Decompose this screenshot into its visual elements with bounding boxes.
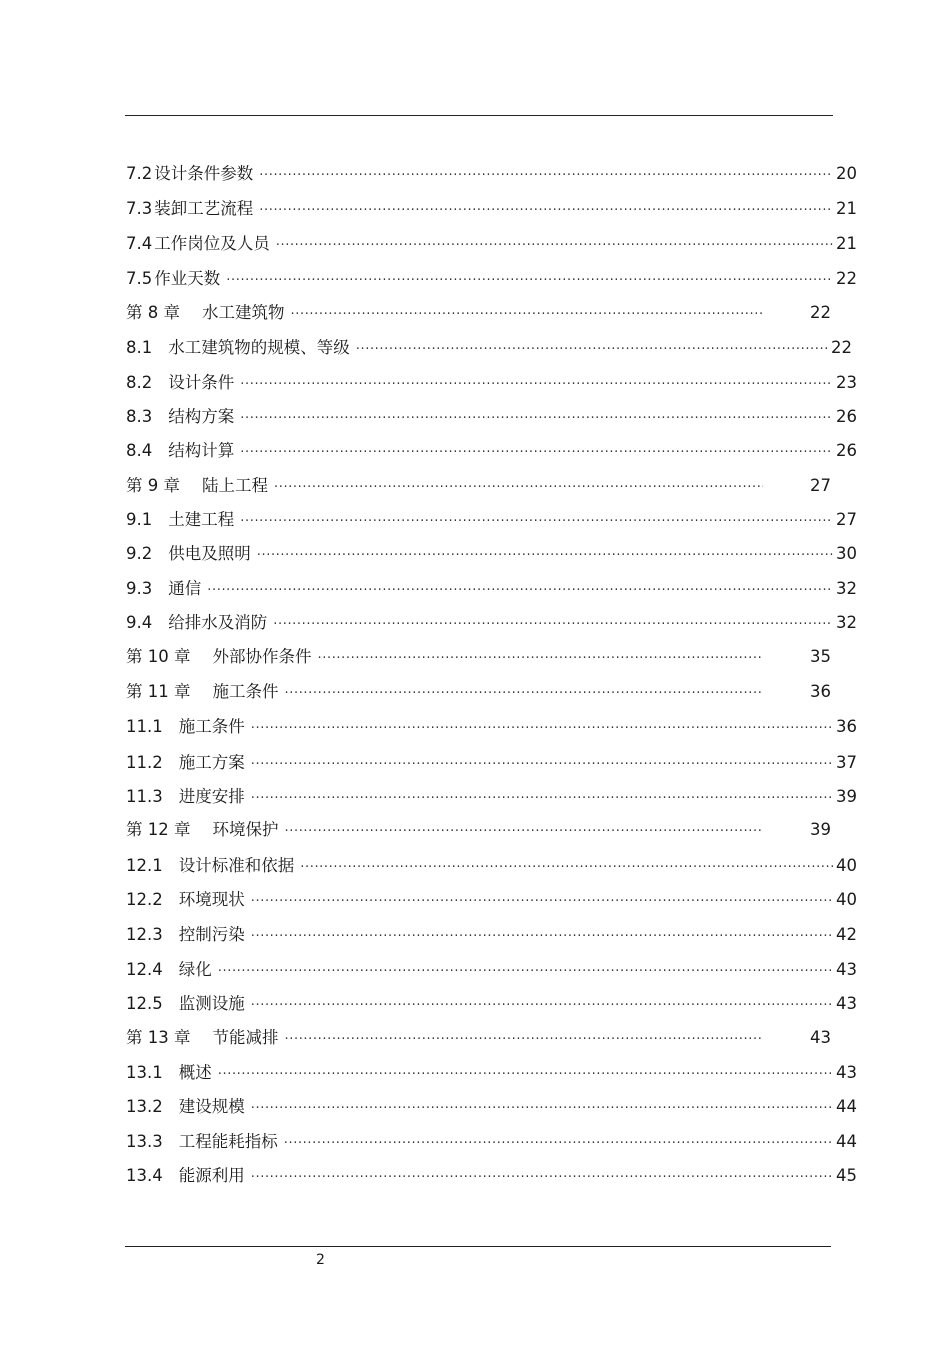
toc-title: 设计条件参数 [154, 164, 254, 183]
toc-leader [276, 234, 833, 254]
toc-number: 12.4 [126, 960, 163, 979]
toc-number: 8.2 [126, 373, 153, 392]
footer-rule [125, 1246, 831, 1247]
toc-title: 通信 [168, 579, 202, 598]
toc-page: 22 [831, 338, 852, 357]
toc-leader [218, 1063, 833, 1083]
toc-leader [285, 682, 764, 702]
toc-title: 土建工程 [168, 510, 235, 529]
toc-page: 27 [836, 510, 857, 529]
toc-title: 施工方案 [178, 753, 245, 772]
toc-page: 35 [810, 647, 831, 666]
toc-title: 设计标准和依据 [178, 856, 295, 875]
toc-number: 13.4 [126, 1166, 163, 1185]
toc-page: 21 [836, 234, 857, 253]
toc-page: 44 [836, 1097, 857, 1116]
toc-page: 20 [836, 164, 857, 183]
toc-leader [274, 476, 763, 496]
toc-title: 结构计算 [168, 441, 235, 460]
toc-row[interactable] [126, 299, 831, 323]
toc-page: 32 [836, 579, 857, 598]
toc-title: 给排水及消防 [168, 613, 268, 632]
toc-leader [218, 960, 833, 980]
toc-title: 建设规模 [178, 1097, 245, 1116]
toc-number: 第 11 章 [126, 682, 191, 701]
toc-title: 陆上工程 [202, 476, 268, 495]
toc-leader [284, 1132, 833, 1152]
toc-row[interactable] [126, 403, 857, 427]
toc-title: 施工条件 [178, 717, 245, 736]
toc-row[interactable] [126, 1128, 857, 1152]
toc-row[interactable] [126, 956, 857, 980]
toc-page: 26 [836, 441, 857, 460]
toc-leader [251, 753, 833, 773]
toc-title: 水工建筑物的规模、等级 [168, 338, 350, 357]
toc-page: 37 [836, 753, 857, 772]
toc-page: 32 [836, 613, 857, 632]
toc-page: 45 [836, 1166, 857, 1185]
toc-title: 进度安排 [178, 787, 245, 806]
toc-number: 13.3 [126, 1132, 163, 1151]
toc-number: 9.2 [126, 544, 153, 563]
toc-row[interactable] [126, 886, 857, 910]
toc-title: 控制污染 [178, 925, 245, 944]
toc-row[interactable] [126, 506, 857, 530]
toc-number: 12.3 [126, 925, 163, 944]
toc-row[interactable] [126, 540, 857, 564]
toc-leader [259, 199, 833, 219]
toc-row[interactable] [126, 783, 857, 807]
toc-number: 第 10 章 [126, 647, 191, 666]
toc-row[interactable] [126, 230, 857, 254]
toc-page: 40 [836, 856, 857, 875]
toc-row[interactable] [126, 1059, 857, 1083]
toc-row[interactable] [126, 437, 857, 461]
toc-number: 11.3 [126, 787, 163, 806]
toc-title: 供电及照明 [168, 544, 251, 563]
toc-row[interactable] [126, 265, 857, 289]
toc-row[interactable] [126, 713, 857, 737]
toc-title: 水工建筑物 [202, 303, 285, 322]
toc-title: 绿化 [178, 960, 212, 979]
toc-leader [240, 441, 833, 461]
toc-row[interactable] [126, 990, 857, 1014]
toc-row[interactable] [126, 921, 857, 945]
toc-page: 43 [836, 960, 857, 979]
toc-number: 9.4 [126, 613, 153, 632]
toc-leader [285, 820, 764, 840]
toc-row[interactable] [126, 643, 831, 667]
toc-row[interactable] [126, 1024, 831, 1048]
toc-number: 9.3 [126, 579, 153, 598]
toc-page: 30 [836, 544, 857, 563]
toc-row[interactable] [126, 852, 857, 876]
toc-title: 外部协作条件 [212, 647, 312, 666]
toc-page: 27 [810, 476, 831, 495]
toc-page: 26 [836, 407, 857, 426]
toc-number: 12.2 [126, 890, 163, 909]
toc-leader [240, 510, 833, 530]
toc-row[interactable] [126, 472, 831, 496]
toc-row[interactable] [126, 369, 857, 393]
toc-number: 8.3 [126, 407, 153, 426]
toc-title: 结构方案 [168, 407, 235, 426]
toc-number: 12.5 [126, 994, 163, 1013]
toc-leader [251, 1097, 833, 1117]
toc-leader [251, 925, 833, 945]
toc-number: 第 12 章 [126, 820, 191, 839]
toc-number: 13.1 [126, 1063, 163, 1082]
toc-number: 7.4 [126, 234, 153, 253]
toc-title: 作业天数 [154, 269, 221, 288]
toc-row[interactable] [126, 816, 831, 840]
toc-leader [300, 856, 833, 876]
toc-number: 第 9 章 [126, 476, 180, 495]
toc-page: 39 [810, 820, 831, 839]
toc-page: 40 [836, 890, 857, 909]
toc-title: 工作岗位及人员 [154, 234, 270, 253]
toc-row[interactable] [126, 334, 852, 358]
toc-leader [251, 994, 833, 1014]
toc-number: 第 13 章 [126, 1028, 191, 1047]
toc-row[interactable] [126, 160, 857, 184]
toc-leader [207, 579, 833, 599]
toc-leader [356, 338, 828, 358]
toc-page: 43 [836, 994, 857, 1013]
toc-title: 设计条件 [168, 373, 235, 392]
toc-number: 11.1 [126, 717, 163, 736]
toc-title: 能源利用 [178, 1166, 245, 1185]
toc-page: 21 [836, 199, 857, 218]
toc-page: 43 [810, 1028, 831, 1047]
toc-page: 23 [836, 373, 857, 392]
toc-leader [240, 407, 833, 427]
toc-leader [251, 1166, 833, 1186]
toc-row[interactable] [126, 678, 831, 702]
toc-page: 22 [810, 303, 831, 322]
toc-leader [285, 1028, 764, 1048]
toc-row[interactable] [126, 1162, 857, 1186]
toc-row[interactable] [126, 609, 857, 633]
toc-leader [240, 373, 833, 393]
toc-title: 工程能耗指标 [178, 1132, 278, 1151]
toc-page: 22 [836, 269, 857, 288]
toc-page: 36 [810, 682, 831, 701]
toc-leader [257, 544, 833, 564]
toc-title: 施工条件 [212, 682, 279, 701]
toc-number: 11.2 [126, 753, 163, 772]
toc-number: 13.2 [126, 1097, 163, 1116]
toc-number: 第 8 章 [126, 303, 180, 322]
toc-page: 39 [836, 787, 857, 806]
toc-title: 监测设施 [178, 994, 245, 1013]
toc-row[interactable] [126, 575, 857, 599]
toc-title: 概述 [178, 1063, 212, 1082]
toc-title: 环境现状 [178, 890, 245, 909]
toc-leader [259, 164, 833, 184]
toc-title: 环境保护 [212, 820, 279, 839]
toc-number: 7.5 [126, 269, 153, 288]
toc-title: 节能减排 [212, 1028, 279, 1047]
toc-number: 8.4 [126, 441, 153, 460]
toc-number: 7.2 [126, 164, 153, 183]
toc-page: 36 [836, 717, 857, 736]
toc-row[interactable] [126, 749, 857, 773]
toc-row[interactable] [126, 195, 857, 219]
toc-leader [291, 303, 764, 323]
toc-number: 9.1 [126, 510, 153, 529]
toc-leader [226, 269, 833, 289]
toc-row[interactable] [126, 1093, 857, 1117]
page-number: 2 [316, 1252, 325, 1268]
toc-number: 7.3 [126, 199, 153, 218]
toc-leader [251, 717, 833, 737]
toc-title: 装卸工艺流程 [154, 199, 254, 218]
toc-leader [251, 787, 833, 807]
toc-leader [251, 890, 833, 910]
toc-number: 12.1 [126, 856, 163, 875]
toc-page: 44 [836, 1132, 857, 1151]
toc-leader [318, 647, 764, 667]
toc-leader [273, 613, 833, 633]
toc-page: 43 [836, 1063, 857, 1082]
toc-number: 8.1 [126, 338, 153, 357]
toc-page: 42 [836, 925, 857, 944]
